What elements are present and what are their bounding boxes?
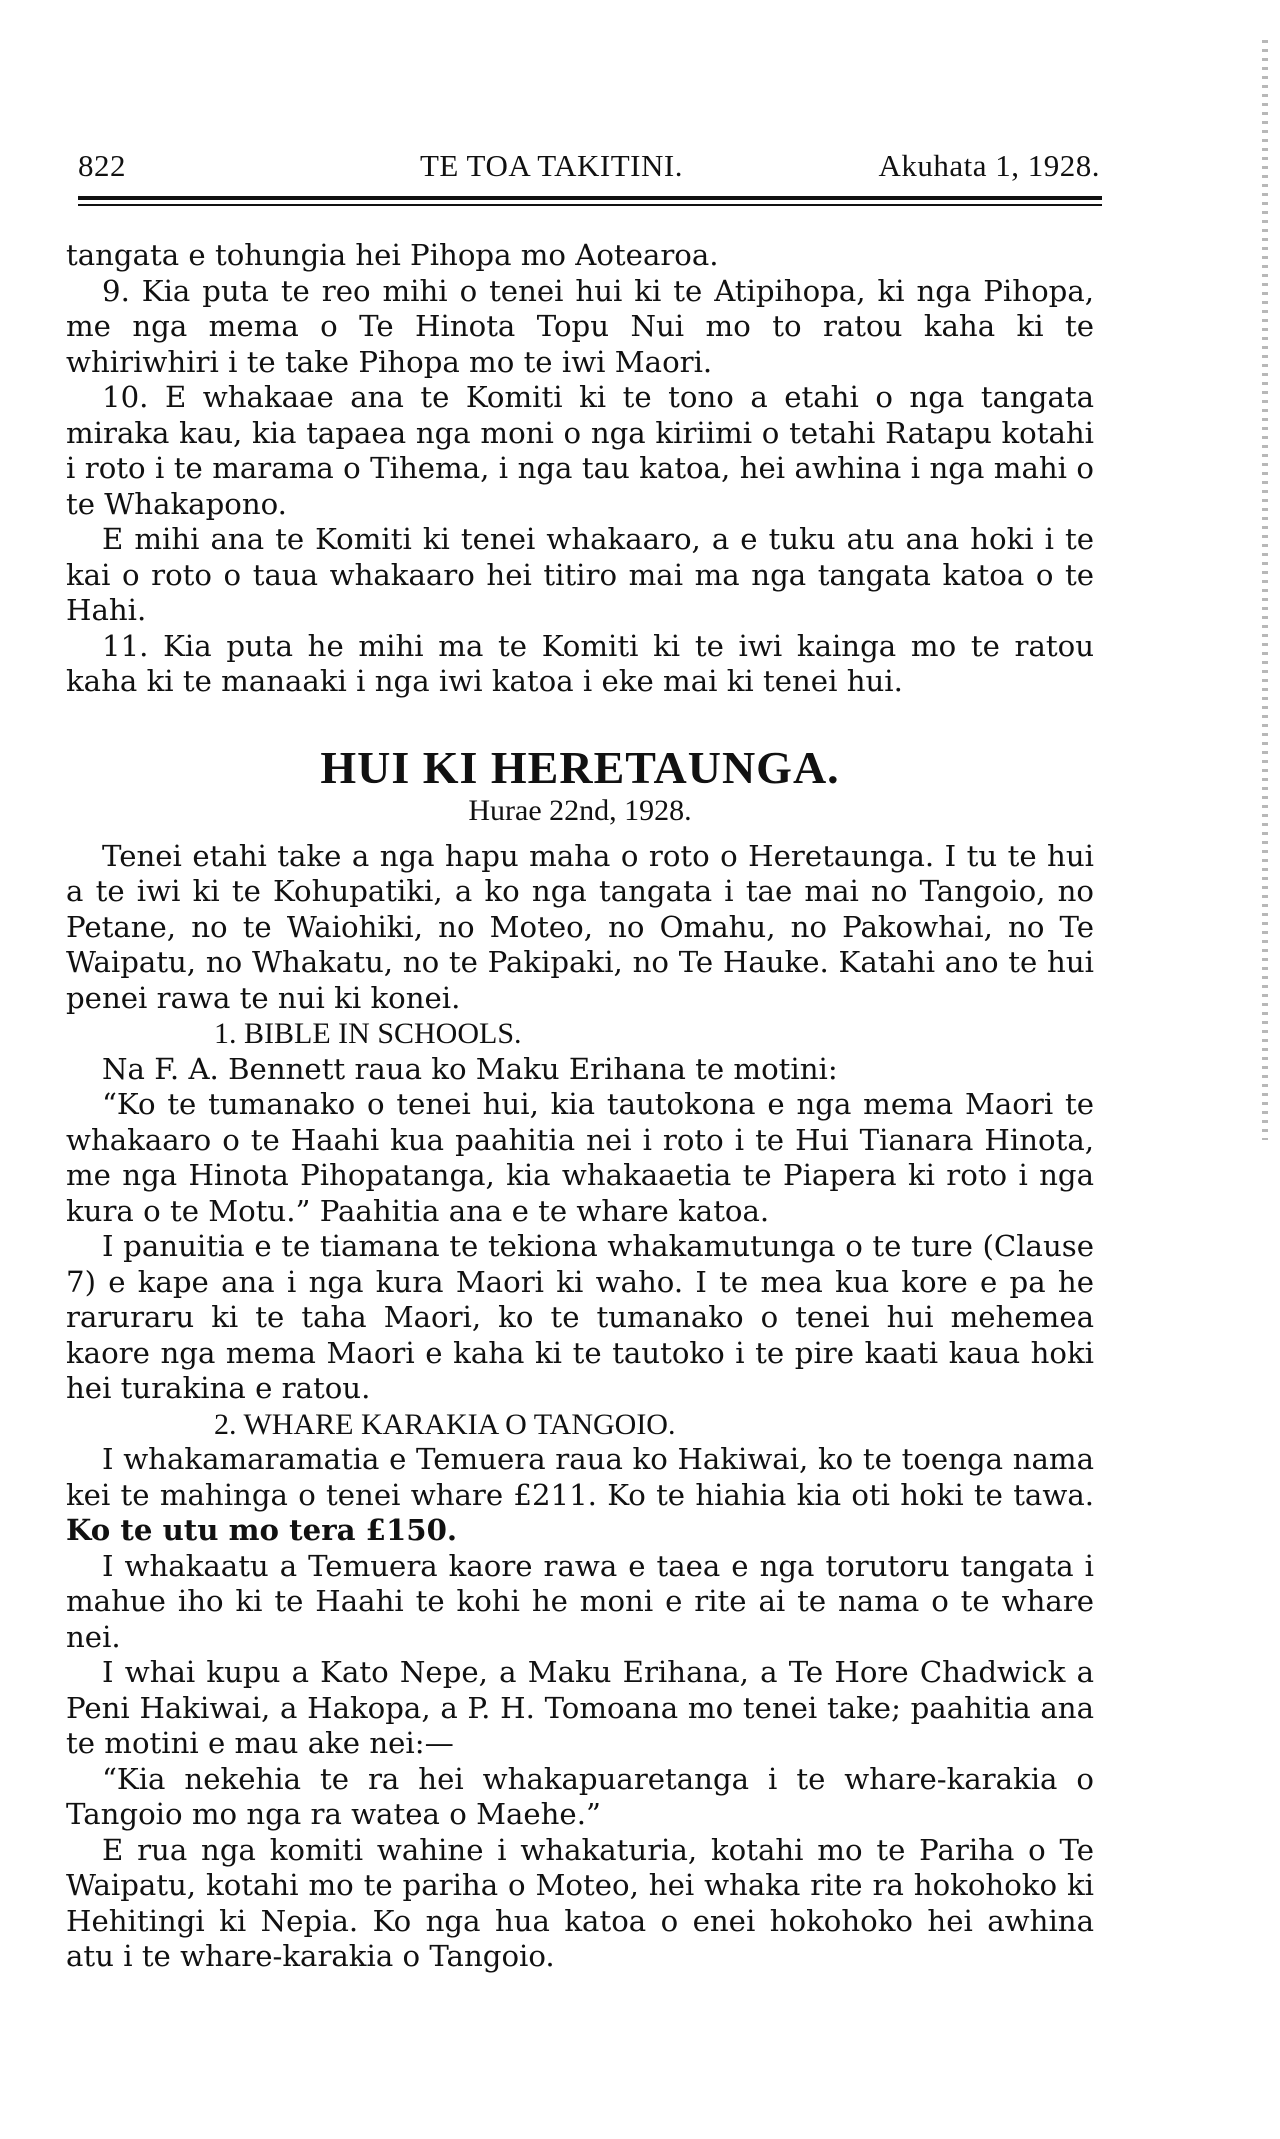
section-title: 2. WHARE KARAKIA O TANGOIO.	[214, 1407, 676, 1441]
journal-title: TE TOA TAKITINI.	[420, 148, 683, 183]
paragraph: tangata e tohungia hei Pihopa mo Aotearoa.	[66, 238, 719, 272]
page-number: 822	[78, 148, 126, 183]
article-date: Hurae 22nd, 1928.	[468, 793, 692, 827]
issue-date: Akuhata 1, 1928.	[878, 148, 1100, 183]
header-rule-thick	[78, 196, 1102, 200]
paragraph: 11. Kia puta he mihi ma te Komiti ki te iwi kainga mo te ratou kaha ki te manaaki i nga iwi katoa i eke mai ki tenei hui.	[66, 628, 1094, 698]
paragraph	[66, 1442, 1094, 1549]
paragraph: Tenei etahi take a nga hapu maha o roto o Heretaunga. I tu te hui a te iwi ki te Kohupatiki, a ko nga tangata i tae mai no Tangoio, no Petane, no te Waiohiki, no Moteo, no Omahu, no Pakowhai, no Te Waipatu, no Whakatu, no te Pakipaki, no Te Hauke. Katahi ano te hui penei rawa te nui ki konei.	[66, 838, 1094, 1015]
paragraph: “Ko te tumanako o tenei hui, kia tautokona e nga mema Maori te whakaaro o te Haahi kua paahitia nei i roto i te Hui Tianara Hinota, me nga Hinota Pihopatanga, kia whakaaetia te Piapera ki roto i nga kura o te Motu.” Paahitia ana e te whare katoa.	[66, 1087, 1094, 1228]
paragraph: E rua nga komiti wahine i whakaturia, kotahi mo te Pariha o Te Waipatu, kotahi mo te pariha o Moteo, hei whaka rite ra hokohoko ki Hehitingi ki Nepia. Ko nga hua katoa o enei hokohoko hei awhina atu i te whare-karakia o Tangoio.	[66, 1832, 1094, 1973]
bold-statement: Ko te utu mo tera £150.	[66, 1513, 458, 1547]
paragraph: I whakaatu a Temuera kaore rawa e taea e nga torutoru tangata i mahue iho ki te Haahi te kohi he moni e rite ai te nama o te whare nei.	[66, 1548, 1094, 1654]
paragraph: 9. Kia puta te reo mihi o tenei hui ki te Atipihopa, ki nga Pihopa, me nga mema o Te Hinota Topu Nui mo to ratou kaha ki te whiriwhiri i te take Pihopa mo te iwi Maori.	[66, 273, 1094, 379]
scan-edge-artifact	[1262, 40, 1268, 1140]
paragraph: 10. E whakaae ana te Komiti ki te tono a etahi o nga tangata miraka kau, kia tapaea nga moni o nga kiriimi o tetahi Ratapu kotahi i roto i te marama o Tihema, i nga tau katoa, hei awhina i nga mahi o te Whakapono.	[66, 380, 1094, 521]
article-heading: HUI KI HERETAUNGA.	[320, 741, 840, 793]
page-body	[66, 238, 1094, 1975]
paragraph: Na F. A. Bennett raua ko Maku Erihana te motini:	[102, 1051, 838, 1086]
paragraph-text: I whakamaramatia e Temuera raua ko Hakiwai, ko te toenga nama kei te mahinga o tenei whare £211. Ko te hiahia kia oti hoki te tawa.	[66, 1442, 1094, 1512]
header-rule-thin	[78, 204, 1102, 206]
section-title: 1. BIBLE IN SCHOOLS.	[214, 1017, 522, 1050]
paragraph: I whai kupu a Kato Nepe, a Maku Erihana, a Te Hore Chadwick a Peni Hakiwai, a Hakopa, a P. H. Tomoana mo tenei take; paahitia ana te motini e mau ake nei:—	[66, 1655, 1094, 1760]
running-header	[78, 148, 1100, 194]
paragraph: I panuitia e te tiamana te tekiona whakamutunga o te ture (Clause 7) e kape ana i nga kura Maori ki waho. I te mea kua kore e pa he raruraru ki te taha Maori, ko te tumanako o tenei hui mehemea kaore nga mema Maori e kaha ki te tautoko i te pire kaati kaua hoki hei turakina e ratou.	[66, 1229, 1094, 1405]
paragraph: E mihi ana te Komiti ki tenei whakaaro, a e tuku atu ana hoki i te kai o roto o taua whakaaro hei titiro mai ma nga tangata katoa o te Hahi.	[66, 522, 1094, 627]
paragraph: “Kia nekehia te ra hei whakapuaretanga i te whare-karakia o Tangoio mo nga ra watea o Maehe.”	[66, 1761, 1094, 1831]
